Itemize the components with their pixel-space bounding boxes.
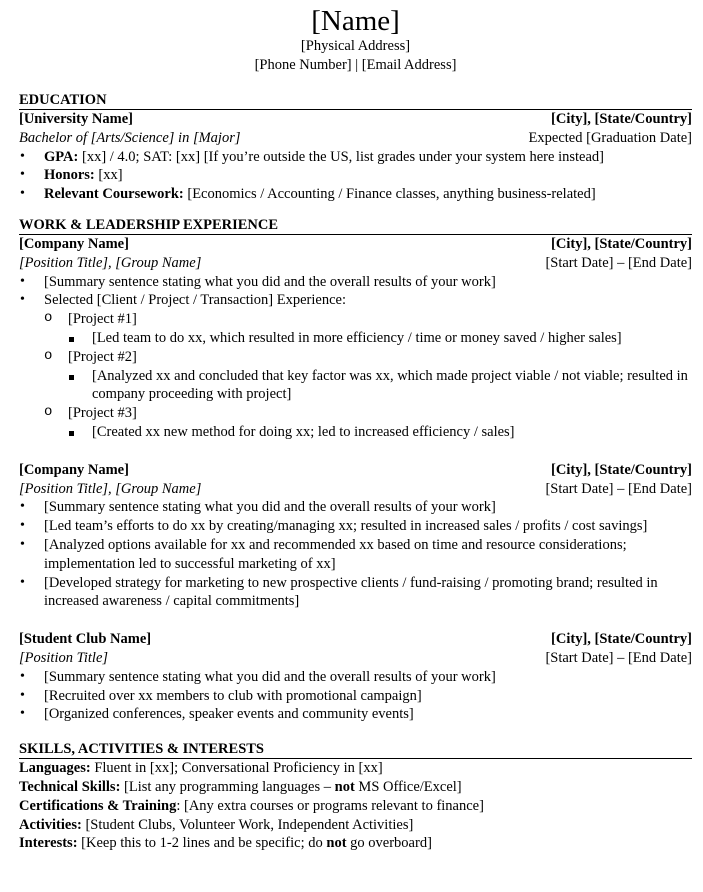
list-item: • Selected [Client / Project / Transaction] Experience: xyxy=(19,291,692,310)
date-range: [Start Date] – [End Date] xyxy=(545,254,692,271)
position-title: [Position Title], [Group Name] xyxy=(19,254,202,271)
company-name: [Company Name] xyxy=(19,461,129,478)
item-label: Relevant Coursework: xyxy=(44,186,184,203)
project-item: o [Project #3] xyxy=(19,404,692,423)
skill-text: [Student Clubs, Volunteer Work, Independent Activities] xyxy=(81,816,414,833)
date-range: [Start Date] – [End Date] xyxy=(545,649,692,666)
skill-text: [List any programming languages – xyxy=(120,778,335,795)
skill-text: Fluent in [xx]; Conversational Proficiency in [xx] xyxy=(90,760,383,777)
skill-text: MS Office/Excel] xyxy=(354,778,462,795)
position-row xyxy=(19,649,692,668)
skill-label: Interests: xyxy=(19,835,78,852)
project-detail: [Created xx new method for doing xx; led to increased efficiency / sales] xyxy=(19,423,692,442)
skill-label: Activities: xyxy=(19,816,82,833)
education-list xyxy=(19,148,692,204)
list-item: • [Analyzed options available for xx and recommended xx based on time and resource considerations; implementation led to successful marketing of xx] xyxy=(19,536,692,574)
item-text: [xx] / 4.0; SAT: [xx] [If you’re outside the US, list grades under your system here instead] xyxy=(78,148,604,165)
degree: Bachelor of [Arts/Science] in [Major] xyxy=(19,129,241,146)
club-name: [Student Club Name] xyxy=(19,631,152,648)
date-range: [Start Date] – [End Date] xyxy=(545,480,692,497)
skill-text: go overboard] xyxy=(346,835,432,852)
club-row xyxy=(19,630,692,649)
skills-certifications xyxy=(19,797,692,816)
graduation-date: Expected [Graduation Date] xyxy=(528,129,692,146)
list-item: • [Led team’s efforts to do xx by creating/managing xx; resulted in increased sales / profits / cost savings] xyxy=(19,517,692,536)
list-item xyxy=(19,148,692,167)
list-item xyxy=(19,185,692,204)
company-location: [City], [State/Country] xyxy=(551,461,692,478)
job-bullets xyxy=(19,498,692,611)
position-row xyxy=(19,254,692,273)
company-location: [City], [State/Country] xyxy=(551,235,692,252)
skill-label: Certifications & Training xyxy=(19,797,177,814)
job-entry-2 xyxy=(19,461,692,611)
skill-emphasis: not xyxy=(334,778,355,795)
skills-languages xyxy=(19,759,692,778)
resume-header xyxy=(19,0,692,75)
school-row xyxy=(19,110,692,129)
position-title: [Position Title] xyxy=(19,649,109,666)
list-item: • [Summary sentence stating what you did and the overall results of your work] xyxy=(19,668,692,687)
list-item: • [Summary sentence stating what you did and the overall results of your work] xyxy=(19,498,692,517)
list-item: • [Developed strategy for marketing to new prospective clients / fund-raising / promoting brand; resulted in increased awareness / capital commitments] xyxy=(19,574,692,612)
job-bullets xyxy=(19,273,692,442)
work-title: WORK & LEADERSHIP EXPERIENCE xyxy=(19,217,692,235)
project-item: o [Project #1] xyxy=(19,310,692,329)
club-bullets xyxy=(19,668,692,724)
candidate-name: [Name] xyxy=(311,5,400,37)
list-item: • [Organized conferences, speaker events and community events] xyxy=(19,705,692,724)
company-name: [Company Name] xyxy=(19,235,129,252)
school-name: [University Name] xyxy=(19,111,133,127)
item-label: Honors: xyxy=(44,167,95,184)
list-item xyxy=(19,166,692,185)
education-section xyxy=(19,92,692,204)
skill-label: Technical Skills: xyxy=(19,778,121,795)
skill-text: : [Any extra courses or programs relevant to finance] xyxy=(176,797,484,814)
club-location: [City], [State/Country] xyxy=(551,631,692,648)
physical-address: [Physical Address] xyxy=(300,38,411,54)
contact-line: [Phone Number] | [Email Address] xyxy=(254,57,457,73)
list-item: • [Summary sentence stating what you did and the overall results of your work] xyxy=(19,273,692,292)
skills-interests xyxy=(19,834,692,853)
school-location: [City], [State/Country] xyxy=(551,111,692,127)
project-item: o [Project #2] xyxy=(19,348,692,367)
degree-row xyxy=(19,129,692,148)
project-detail: [Analyzed xx and concluded that key factor was xx, which made project viable / not viable; resulted in company proceeding with project] xyxy=(19,367,692,405)
item-text: [Economics / Accounting / Finance classes, anything business-related] xyxy=(183,186,596,203)
skills-section xyxy=(19,741,692,853)
job-entry-1 xyxy=(19,235,692,442)
company-row xyxy=(19,461,692,480)
project-detail: [Led team to do xx, which resulted in more efficiency / time or money saved / higher sales] xyxy=(19,329,692,348)
club-entry xyxy=(19,630,692,724)
list-item: • [Recruited over xx members to club with promotional campaign] xyxy=(19,687,692,706)
skills-title: SKILLS, ACTIVITIES & INTERESTS xyxy=(19,741,692,759)
position-title: [Position Title], [Group Name] xyxy=(19,480,202,497)
skill-label: Languages: xyxy=(19,760,91,777)
skills-technical xyxy=(19,778,692,797)
item-text: [xx] xyxy=(94,167,123,184)
company-row xyxy=(19,235,692,254)
education-title: EDUCATION xyxy=(19,92,692,110)
item-label: GPA: xyxy=(44,148,79,165)
skill-emphasis: not xyxy=(326,835,347,852)
position-row xyxy=(19,480,692,499)
work-section xyxy=(19,217,692,724)
skill-text: [Keep this to 1-2 lines and be specific; do xyxy=(77,835,327,852)
skills-activities xyxy=(19,816,692,835)
